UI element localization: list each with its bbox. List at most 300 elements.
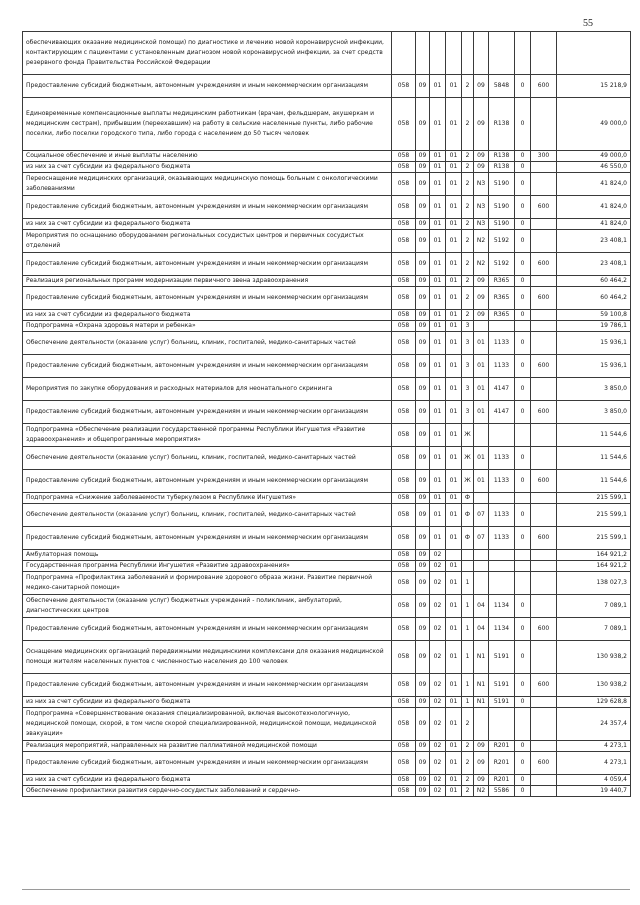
row-name: Обеспечение деятельности (оказание услуг) больниц, клиник, госпиталей, медико-санитарных частей — [23, 504, 392, 527]
code-cell-c7: R365 — [489, 287, 515, 310]
code-cell-c9 — [531, 424, 557, 447]
code-cell-c2: 09 — [416, 527, 430, 550]
code-cell-c7: 5190 — [489, 219, 515, 230]
row-name: из них за счет субсидии из федерального бюджета — [23, 162, 392, 173]
code-cell-c5: 2 — [462, 219, 474, 230]
code-cell-c7: R138 — [489, 151, 515, 162]
row-name: Подпрограмма «Совершенствование оказания специализированной, включая высокотехнологичную, медицинской помощи, скорой, в том числе скорой специализированной, медицинской помощи, медицинской эвакуации» — [23, 708, 392, 741]
code-cell-c4: 01 — [446, 196, 462, 219]
amount-cell: 49 000,0 — [557, 151, 631, 162]
amount-cell: 4 273,1 — [557, 741, 631, 752]
code-cell-c8: 0 — [515, 162, 531, 173]
code-cell-c6: 09 — [474, 752, 489, 775]
code-cell-c2: 09 — [416, 561, 430, 572]
amount-cell — [557, 32, 631, 75]
code-cell-c8: 0 — [515, 752, 531, 775]
code-cell-c5: 3 — [462, 355, 474, 378]
row-name: Предоставление субсидий бюджетным, автономным учреждениям и иным некоммерческим организациям — [23, 527, 392, 550]
code-cell-c1: 058 — [392, 752, 416, 775]
code-cell-c6: 09 — [474, 310, 489, 321]
code-cell-c2: 09 — [416, 741, 430, 752]
code-cell-c7: R365 — [489, 310, 515, 321]
row-name: Предоставление субсидий бюджетным, автономным учреждениям и иным некоммерческим организациям — [23, 287, 392, 310]
code-cell-c2: 09 — [416, 708, 430, 741]
code-cell-c5: Ф — [462, 493, 474, 504]
code-cell-c4: 01 — [446, 741, 462, 752]
code-cell-c5: 1 — [462, 618, 474, 641]
code-cell-c7 — [489, 572, 515, 595]
code-cell-c4: 01 — [446, 447, 462, 470]
table-row — [23, 276, 631, 287]
code-cell-c2: 09 — [416, 550, 430, 561]
table-row — [23, 230, 631, 253]
amount-cell: 15 936,1 — [557, 332, 631, 355]
code-cell-c4: 01 — [446, 253, 462, 276]
code-cell-c9: 600 — [531, 527, 557, 550]
code-cell-c9 — [531, 504, 557, 527]
code-cell-c3: 02 — [430, 741, 446, 752]
code-cell-c8 — [515, 32, 531, 75]
code-cell-c2: 09 — [416, 276, 430, 287]
row-name: из них за счет субсидии из федерального бюджета — [23, 219, 392, 230]
code-cell-c3: 02 — [430, 572, 446, 595]
code-cell-c4: 01 — [446, 151, 462, 162]
code-cell-c5: 2 — [462, 786, 474, 797]
table-row — [23, 253, 631, 276]
code-cell-c1: 058 — [392, 775, 416, 786]
code-cell-c4: 01 — [446, 424, 462, 447]
code-cell-c9 — [531, 378, 557, 401]
code-cell-c2: 09 — [416, 493, 430, 504]
code-cell-c5: 2 — [462, 162, 474, 173]
code-cell-c6 — [474, 572, 489, 595]
code-cell-c7: 5848 — [489, 75, 515, 98]
code-cell-c6: 01 — [474, 401, 489, 424]
code-cell-c2: 09 — [416, 310, 430, 321]
code-cell-c2: 09 — [416, 321, 430, 332]
row-name: Предоставление субсидий бюджетным, автономным учреждениям и иным некоммерческим организациям — [23, 355, 392, 378]
code-cell-c9: 600 — [531, 752, 557, 775]
code-cell-c2: 09 — [416, 173, 430, 196]
table-row — [23, 775, 631, 786]
amount-cell: 164 921,2 — [557, 550, 631, 561]
code-cell-c9 — [531, 332, 557, 355]
code-cell-c1: 058 — [392, 741, 416, 752]
code-cell-c3: 02 — [430, 708, 446, 741]
row-name: Единовременные компенсационные выплаты медицинским работникам (врачам, фельдшерам, акушеркам и медицинским сестрам), прибывшим (переехавшим) на работу в сельские населенные пункты, либо рабочие поселки, либо поселки городского типа, либо города с населением до 50 тысяч человек — [23, 98, 392, 151]
code-cell-c1: 058 — [392, 151, 416, 162]
code-cell-c5: 1 — [462, 697, 474, 708]
code-cell-c2: 09 — [416, 401, 430, 424]
code-cell-c1: 058 — [392, 708, 416, 741]
code-cell-c7 — [489, 321, 515, 332]
code-cell-c1: 058 — [392, 561, 416, 572]
code-cell-c5: 2 — [462, 741, 474, 752]
code-cell-c3: 01 — [430, 504, 446, 527]
amount-cell: 19 440,7 — [557, 786, 631, 797]
code-cell-c8: 0 — [515, 230, 531, 253]
row-name: Подпрограмма «Снижение заболеваемости туберкулезом в Республике Ингушетия» — [23, 493, 392, 504]
code-cell-c4: 01 — [446, 641, 462, 674]
code-cell-c8 — [515, 493, 531, 504]
code-cell-c9 — [531, 321, 557, 332]
code-cell-c7: 1133 — [489, 447, 515, 470]
table-row — [23, 504, 631, 527]
table-row — [23, 493, 631, 504]
code-cell-c2: 09 — [416, 355, 430, 378]
code-cell-c4: 01 — [446, 378, 462, 401]
code-cell-c5: Ф — [462, 504, 474, 527]
code-cell-c1: 058 — [392, 447, 416, 470]
code-cell-c7: 1133 — [489, 355, 515, 378]
code-cell-c4: 01 — [446, 276, 462, 287]
code-cell-c1: 058 — [392, 276, 416, 287]
table-row — [23, 618, 631, 641]
code-cell-c9: 600 — [531, 287, 557, 310]
code-cell-c2: 09 — [416, 752, 430, 775]
code-cell-c2: 09 — [416, 230, 430, 253]
code-cell-c6: N1 — [474, 674, 489, 697]
code-cell-c3: 01 — [430, 162, 446, 173]
code-cell-c8: 0 — [515, 674, 531, 697]
code-cell-c3: 01 — [430, 253, 446, 276]
table-row — [23, 287, 631, 310]
row-name: из них за счет субсидии из федерального бюджета — [23, 697, 392, 708]
code-cell-c4: 01 — [446, 287, 462, 310]
row-name: Реализация региональных программ модернизации первичного звена здравоохранения — [23, 276, 392, 287]
code-cell-c4: 01 — [446, 355, 462, 378]
row-name: Подпрограмма «Обеспечение реализации государственной программы Республики Ингушетия «Развитие здравоохранения» и общепрограммные мероприятия» — [23, 424, 392, 447]
code-cell-c6: 04 — [474, 618, 489, 641]
code-cell-c4: 01 — [446, 219, 462, 230]
code-cell-c3: 01 — [430, 447, 446, 470]
code-cell-c2: 09 — [416, 697, 430, 708]
code-cell-c2: 09 — [416, 424, 430, 447]
code-cell-c4: 01 — [446, 162, 462, 173]
table-row — [23, 378, 631, 401]
table-row — [23, 470, 631, 493]
code-cell-c3: 02 — [430, 595, 446, 618]
code-cell-c3: 01 — [430, 401, 446, 424]
code-cell-c4: 01 — [446, 697, 462, 708]
code-cell-c4: 01 — [446, 572, 462, 595]
code-cell-c9: 600 — [531, 196, 557, 219]
code-cell-c3: 01 — [430, 230, 446, 253]
code-cell-c3: 02 — [430, 697, 446, 708]
row-name: Государственная программа Республики Ингушетия «Развитие здравоохранения» — [23, 561, 392, 572]
code-cell-c9 — [531, 708, 557, 741]
amount-cell: 11 544,6 — [557, 447, 631, 470]
code-cell-c4: 01 — [446, 752, 462, 775]
code-cell-c8: 0 — [515, 741, 531, 752]
code-cell-c5: Ж — [462, 470, 474, 493]
code-cell-c1: 058 — [392, 697, 416, 708]
code-cell-c6: 09 — [474, 75, 489, 98]
code-cell-c6: 07 — [474, 527, 489, 550]
code-cell-c8 — [515, 572, 531, 595]
code-cell-c1: 058 — [392, 162, 416, 173]
code-cell-c3: 02 — [430, 641, 446, 674]
table-row — [23, 98, 631, 151]
code-cell-c1: 058 — [392, 641, 416, 674]
code-cell-c3: 01 — [430, 424, 446, 447]
code-cell-c1: 058 — [392, 470, 416, 493]
table-row — [23, 355, 631, 378]
code-cell-c3: 01 — [430, 470, 446, 493]
code-cell-c6: 09 — [474, 162, 489, 173]
code-cell-c7: 5192 — [489, 230, 515, 253]
budget-table-body — [23, 32, 631, 797]
code-cell-c3: 01 — [430, 287, 446, 310]
row-name: Предоставление субсидий бюджетным, автономным учреждениям и иным некоммерческим организациям — [23, 196, 392, 219]
table-row — [23, 151, 631, 162]
code-cell-c8 — [515, 550, 531, 561]
code-cell-c8: 0 — [515, 310, 531, 321]
table-row — [23, 752, 631, 775]
code-cell-c9 — [531, 493, 557, 504]
code-cell-c9 — [531, 447, 557, 470]
amount-cell: 11 544,6 — [557, 424, 631, 447]
code-cell-c9 — [531, 230, 557, 253]
code-cell-c5: 1 — [462, 572, 474, 595]
code-cell-c9: 600 — [531, 253, 557, 276]
table-row — [23, 786, 631, 797]
code-cell-c6: N2 — [474, 230, 489, 253]
code-cell-c2: 09 — [416, 447, 430, 470]
code-cell-c4: 01 — [446, 493, 462, 504]
code-cell-c6 — [474, 561, 489, 572]
code-cell-c8: 0 — [515, 527, 531, 550]
table-row — [23, 561, 631, 572]
code-cell-c4: 01 — [446, 775, 462, 786]
code-cell-c9 — [531, 697, 557, 708]
amount-cell: 24 357,4 — [557, 708, 631, 741]
code-cell-c5: 1 — [462, 674, 474, 697]
table-row — [23, 741, 631, 752]
code-cell-c2: 09 — [416, 470, 430, 493]
code-cell-c9: 600 — [531, 355, 557, 378]
page-number: 55 — [583, 18, 593, 29]
code-cell-c5: 2 — [462, 151, 474, 162]
amount-cell: 60 464,2 — [557, 276, 631, 287]
code-cell-c3: 02 — [430, 618, 446, 641]
row-name: Предоставление субсидий бюджетным, автономным учреждениям и иным некоммерческим организациям — [23, 253, 392, 276]
code-cell-c6: 01 — [474, 355, 489, 378]
code-cell-c6: 04 — [474, 595, 489, 618]
code-cell-c9 — [531, 595, 557, 618]
code-cell-c7 — [489, 493, 515, 504]
code-cell-c4: 01 — [446, 310, 462, 321]
code-cell-c5: 2 — [462, 276, 474, 287]
code-cell-c3: 02 — [430, 775, 446, 786]
table-row — [23, 708, 631, 741]
code-cell-c6 — [474, 493, 489, 504]
code-cell-c3: 01 — [430, 196, 446, 219]
code-cell-c6: N2 — [474, 253, 489, 276]
code-cell-c2: 09 — [416, 378, 430, 401]
code-cell-c9 — [531, 98, 557, 151]
code-cell-c4: 01 — [446, 332, 462, 355]
code-cell-c7: 5191 — [489, 697, 515, 708]
code-cell-c6 — [474, 321, 489, 332]
code-cell-c6: N3 — [474, 219, 489, 230]
code-cell-c2: 09 — [416, 253, 430, 276]
code-cell-c3: 02 — [430, 752, 446, 775]
table-row — [23, 321, 631, 332]
amount-cell: 7 089,1 — [557, 595, 631, 618]
code-cell-c4: 01 — [446, 470, 462, 493]
row-name: Обеспечение деятельности (оказание услуг) больниц, клиник, госпиталей, медико-санитарных частей — [23, 332, 392, 355]
table-row — [23, 162, 631, 173]
code-cell-c6: 09 — [474, 276, 489, 287]
code-cell-c2: 09 — [416, 775, 430, 786]
code-cell-c5 — [462, 550, 474, 561]
code-cell-c2: 09 — [416, 332, 430, 355]
row-name: Подпрограмма «Профилактика заболеваний и формирование здорового образа жизни. Развитие первичной медико-санитарной помощи» — [23, 572, 392, 595]
code-cell-c5: 2 — [462, 708, 474, 741]
row-name: Оснащение медицинских организаций передвижными медицинскими комплексами для оказания медицинской помощи жителям населенных пунктов с численностью населения до 100 человек — [23, 641, 392, 674]
code-cell-c4: 01 — [446, 786, 462, 797]
code-cell-c2: 09 — [416, 572, 430, 595]
code-cell-c1: 058 — [392, 424, 416, 447]
code-cell-c7: 4147 — [489, 378, 515, 401]
table-row — [23, 697, 631, 708]
code-cell-c7: 5190 — [489, 196, 515, 219]
code-cell-c7 — [489, 32, 515, 75]
code-cell-c9 — [531, 550, 557, 561]
code-cell-c7: 1133 — [489, 504, 515, 527]
amount-cell: 130 938,2 — [557, 641, 631, 674]
table-row — [23, 595, 631, 618]
code-cell-c4: 01 — [446, 321, 462, 332]
code-cell-c8: 0 — [515, 196, 531, 219]
row-name: Амбулаторная помощь — [23, 550, 392, 561]
code-cell-c8: 0 — [515, 595, 531, 618]
code-cell-c7: 1134 — [489, 595, 515, 618]
row-name: Предоставление субсидий бюджетным, автономным учреждениям и иным некоммерческим организациям — [23, 470, 392, 493]
code-cell-c6: 01 — [474, 470, 489, 493]
code-cell-c7: 5192 — [489, 253, 515, 276]
amount-cell: 3 850,0 — [557, 378, 631, 401]
code-cell-c6: 09 — [474, 98, 489, 151]
code-cell-c2: 09 — [416, 595, 430, 618]
table-row — [23, 550, 631, 561]
code-cell-c9: 600 — [531, 674, 557, 697]
code-cell-c2 — [416, 32, 430, 75]
code-cell-c3: 01 — [430, 527, 446, 550]
table-row — [23, 641, 631, 674]
code-cell-c7: 1133 — [489, 470, 515, 493]
code-cell-c9 — [531, 741, 557, 752]
budget-table — [22, 31, 631, 797]
code-cell-c4: 01 — [446, 173, 462, 196]
code-cell-c6: 01 — [474, 332, 489, 355]
code-cell-c1: 058 — [392, 618, 416, 641]
code-cell-c8: 0 — [515, 253, 531, 276]
amount-cell: 41 824,0 — [557, 173, 631, 196]
code-cell-c4: 01 — [446, 504, 462, 527]
amount-cell: 15 218,9 — [557, 75, 631, 98]
code-cell-c8: 0 — [515, 641, 531, 674]
amount-cell: 130 938,2 — [557, 674, 631, 697]
table-row — [23, 75, 631, 98]
code-cell-c9: 600 — [531, 470, 557, 493]
row-name: Мероприятия по закупке оборудования и расходных материалов для неонатального скрининга — [23, 378, 392, 401]
amount-cell: 215 599,1 — [557, 527, 631, 550]
code-cell-c4 — [446, 550, 462, 561]
code-cell-c1: 058 — [392, 75, 416, 98]
code-cell-c3: 01 — [430, 276, 446, 287]
code-cell-c8: 0 — [515, 786, 531, 797]
table-row — [23, 219, 631, 230]
code-cell-c5: 3 — [462, 378, 474, 401]
code-cell-c1: 058 — [392, 401, 416, 424]
code-cell-c5: 2 — [462, 310, 474, 321]
code-cell-c5 — [462, 32, 474, 75]
code-cell-c8: 0 — [515, 775, 531, 786]
amount-cell: 15 936,1 — [557, 355, 631, 378]
code-cell-c7 — [489, 561, 515, 572]
code-cell-c2: 09 — [416, 219, 430, 230]
amount-cell: 59 100,8 — [557, 310, 631, 321]
code-cell-c7: R365 — [489, 276, 515, 287]
code-cell-c4: 01 — [446, 98, 462, 151]
code-cell-c9 — [531, 276, 557, 287]
code-cell-c9 — [531, 32, 557, 75]
code-cell-c5: 1 — [462, 641, 474, 674]
code-cell-c7: 5190 — [489, 173, 515, 196]
code-cell-c7: R201 — [489, 775, 515, 786]
amount-cell: 164 921,2 — [557, 561, 631, 572]
amount-cell: 11 544,6 — [557, 470, 631, 493]
table-row — [23, 447, 631, 470]
table-row — [23, 527, 631, 550]
row-name: Предоставление субсидий бюджетным, автономным учреждениям и иным некоммерческим организациям — [23, 401, 392, 424]
code-cell-c6 — [474, 550, 489, 561]
budget-sheet — [22, 31, 630, 797]
code-cell-c1: 058 — [392, 493, 416, 504]
row-name: обеспечивающих оказание медицинской помощи) по диагностике и лечению новой коронавирусной инфекции, контактирующим с пациентами с установленным диагнозом новой коронавирусной инфекции, за счет средств резервного фонда Правительства Российской Федерации — [23, 32, 392, 75]
code-cell-c8 — [515, 424, 531, 447]
code-cell-c7: 4147 — [489, 401, 515, 424]
code-cell-c3: 02 — [430, 550, 446, 561]
code-cell-c6: N1 — [474, 641, 489, 674]
code-cell-c5: 2 — [462, 230, 474, 253]
code-cell-c8: 0 — [515, 219, 531, 230]
code-cell-c5: 2 — [462, 75, 474, 98]
code-cell-c2: 09 — [416, 674, 430, 697]
code-cell-c7: 5586 — [489, 786, 515, 797]
table-row — [23, 424, 631, 447]
code-cell-c1: 058 — [392, 287, 416, 310]
code-cell-c1: 058 — [392, 332, 416, 355]
code-cell-c2: 09 — [416, 786, 430, 797]
code-cell-c3: 01 — [430, 75, 446, 98]
code-cell-c8: 0 — [515, 697, 531, 708]
code-cell-c8: 0 — [515, 401, 531, 424]
code-cell-c8 — [515, 708, 531, 741]
code-cell-c8: 0 — [515, 447, 531, 470]
code-cell-c3: 01 — [430, 219, 446, 230]
table-row — [23, 401, 631, 424]
code-cell-c5: 2 — [462, 98, 474, 151]
code-cell-c3: 02 — [430, 786, 446, 797]
code-cell-c3: 01 — [430, 493, 446, 504]
code-cell-c9: 600 — [531, 618, 557, 641]
amount-cell: 41 824,0 — [557, 219, 631, 230]
amount-cell: 4 059,4 — [557, 775, 631, 786]
code-cell-c7 — [489, 550, 515, 561]
